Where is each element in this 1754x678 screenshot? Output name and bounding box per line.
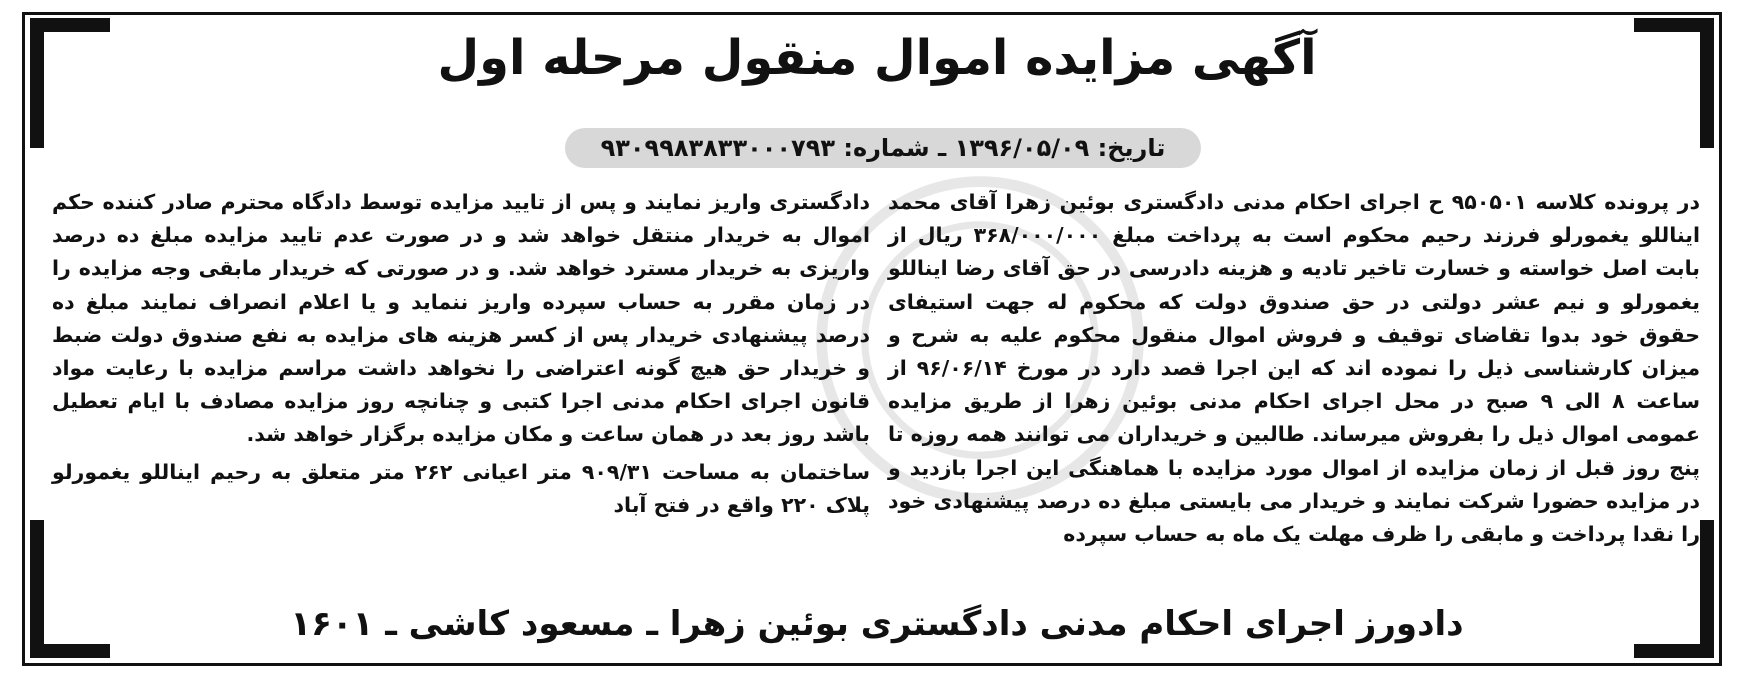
right-column-text: در پرونده کلاسه ۹۵۰۵۰۱ ح اجرای احکام مدنی دادگستری بوئین زهرا آقای محمد ایناللو یغمورلو فرزند رحیم محکوم است به پرداخت مبلغ ۳۶۸/۰۰۰/۰۰۰ ریال از بابت اصل خواسته و خسارت تاخیر تادیه و هزینه دادرسی در حق آقای رضا ایناللو یغمورلو و نیم عشر دولتی در حق صندوق دولت که محکوم له جهت استیفای حقوق خود بدوا تقاضای توقیف و فروش اموال منقول محکوم علیه به شرح و میزان کارشناسی ذیل را نموده اند که این اجرا قصد دارد در مورخ ۹۶/۰۶/۱۴ از ساعت ۸ الی ۹ صبح در محل اجرای احکام مدنی بوئین زهرا از طریق مزایده عمومی اموال ذیل را بفروش میرساند. طالبین و خریداران می توانند همه روزه تا پنج روز قبل از زمان مزایده از اموال مورد مزایده با هماهنگی این اجرا بازدید و در مزایده حضورا شرکت نمایند و خریدار می بایستی مبلغ ده درصد پیشنهادی خود را نقدا پرداخت و مابقی را ظرف مهلت یک ماه به حساب سپرده xyxy=(888,190,1701,547)
notice-body-left-column xyxy=(52,186,870,522)
number-value: ۹۳۰۹۹۸۳۸۳۳۰۰۰۷۹۳ xyxy=(600,134,835,162)
notice-signature: دادورز اجرای احکام مدنی دادگستری بوئین زهرا ـ مسعود کاشی ـ ۱۶۰۱ xyxy=(290,604,1464,644)
property-description: ساختمان به مساحت ۹۰۹/۳۱ متر اعیانی ۲۶۲ متر متعلق به رحیم ایناللو یغمورلو پلاک ۲۲۰ واقع در فتح آباد xyxy=(52,459,870,517)
notice-meta xyxy=(565,128,1201,168)
date-value: ۱۳۹۶/۰۵/۰۹ xyxy=(954,134,1090,162)
meta-separator: ـ xyxy=(938,134,947,162)
number-label: شماره: xyxy=(843,134,930,162)
left-column-text: دادگستری واریز نمایند و پس از تایید مزایده توسط دادگاه محترم صادر کننده حکم اموال به خریدار منتقل خواهد شد و در صورت عدم تایید مزایده مبلغ ده درصد واریزی به خریدار مسترد خواهد شد. و در صورتی که خریدار مابقی وجه مزایده را در زمان مقرر به حساب سپرده واریز ننماید و یا اعلام انصراف نمایند مبلغ ده درصد پیشنهادی خریدار پس از کسر هزینه های مزایده به نفع صندوق دولت ضبط و خریدار حق هیچ گونه اعتراضی را نخواهد داشت مراسم مزایده با رعایت مواد قانون اجرای احکام مدنی اجرا کتبی و چنانچه روز مزایده مصادف با ایام تعطیل باشد روز بعد در همان ساعت و مکان مزایده برگزار خواهد شد. xyxy=(52,190,870,447)
notice-title: آگهی مزایده اموال منقول مرحله اول xyxy=(437,30,1317,86)
date-label: تاریخ: xyxy=(1097,134,1166,162)
notice-body-right-column xyxy=(888,186,1700,551)
